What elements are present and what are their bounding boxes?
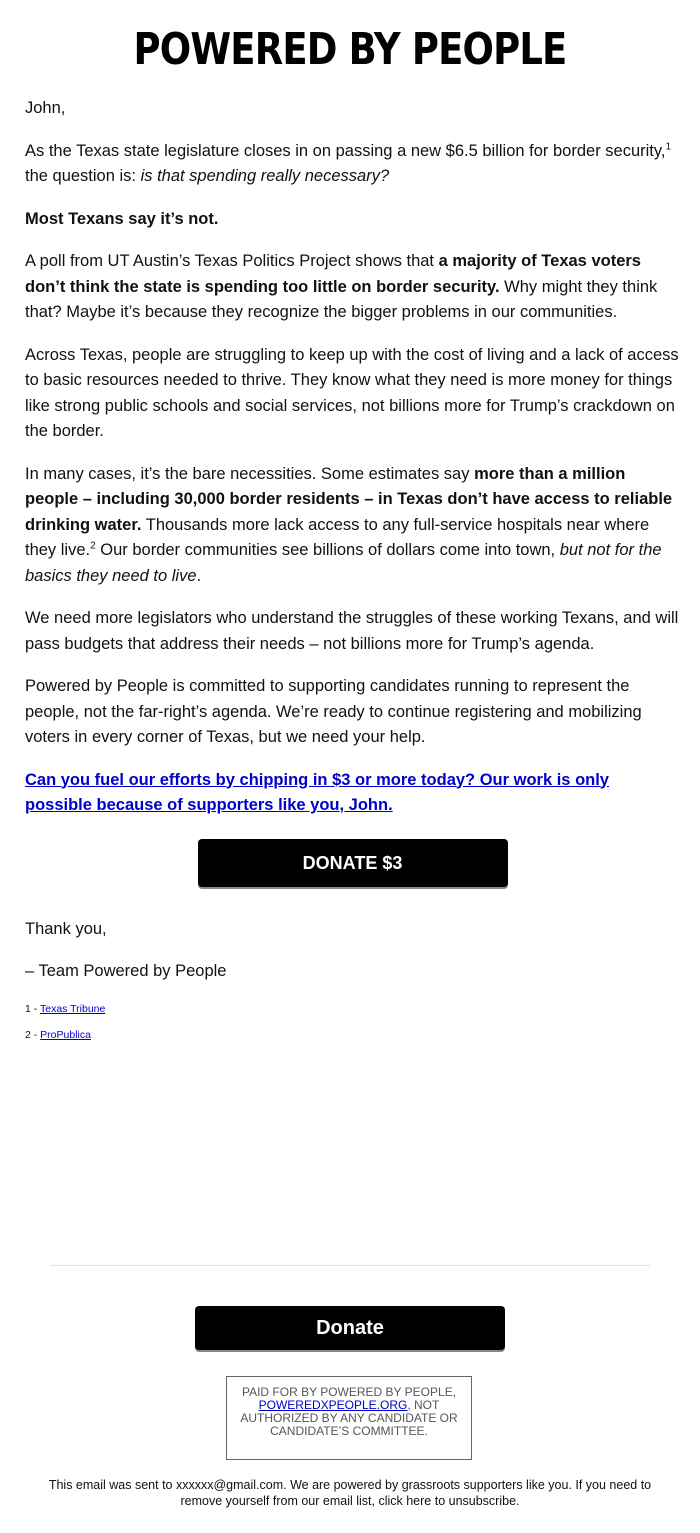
- paragraph-5-text: In many cases, it’s the bare necessities. Some estimates say: [25, 464, 475, 483]
- footnote-2: [25, 1028, 680, 1042]
- greeting: John,: [25, 99, 66, 117]
- paragraph-5-text-c: Our border communities see billions of dollars come into town,: [95, 541, 560, 559]
- paragraph-1-text: As the Texas state legislature closes in on passing a new $6.5 billion for border security,: [25, 141, 666, 160]
- paragraph-7: Powered by People is committed to supporting candidates running to represent the people, not the far-right’s agenda. We’re ready to continue registering and mobilizing voters in every corner of Texas, but we need your help.: [25, 677, 642, 746]
- cta-paragraph: [25, 768, 680, 819]
- paragraph-5-italic: but not for the basics they need to live: [25, 541, 662, 585]
- paragraph-3: [25, 249, 680, 326]
- paragraph-3-bold: a majority of Texas voters don’t think the state is spending too little on border security.: [25, 252, 641, 296]
- paragraph-1-text-b: the question is:: [25, 167, 141, 185]
- footnote-2-link[interactable]: ProPublica: [40, 1028, 91, 1041]
- paragraph-1-italic: is that spending really necessary?: [140, 167, 390, 185]
- paragraph-5-bold: more than a million people – including 30,000 border residents – in Texas don’t have access to reliable drinking water.: [25, 464, 673, 534]
- paragraph-2: [25, 207, 680, 233]
- unsubscribe-notice: This email was sent to xxxxxx@gmail.com. We are powered by grassroots supporters like you. If you need to remove yourself from our email list, click here to unsubscribe.: [48, 1478, 652, 1508]
- footnote-ref-2: 2: [90, 540, 96, 552]
- website-link[interactable]: POWEREDXPEOPLE.ORG: [258, 1398, 408, 1412]
- email-body: [25, 96, 680, 1054]
- paid-for-disclaimer: [226, 1376, 472, 1460]
- paragraph-1: [25, 139, 680, 190]
- closing: Thank you,: [25, 919, 107, 938]
- footer-donate-button[interactable]: Donate: [195, 1306, 505, 1350]
- cta-donate-link[interactable]: Can you fuel our efforts by chipping in $3 or more today? Our work is only possible because of supporters like you, John.: [25, 770, 609, 814]
- paragraph-5-text-d: .: [196, 566, 202, 585]
- paragraph-3-text-b: Why might they think that? Maybe it’s because they recognize the bigger problems in our communities.: [25, 277, 658, 321]
- footnote-ref-1: 1: [665, 141, 672, 152]
- logo-wordmark: POWERED BY PEOPLE: [133, 24, 567, 75]
- footnote-1-number: 1 -: [25, 1002, 40, 1015]
- footnote-1: [25, 1002, 680, 1016]
- paragraph-5: [25, 462, 680, 590]
- paragraph-6: We need more legislators who understand the struggles of these working Texans, and will pass budgets that address their needs – not billions more for Trump’s agenda.: [25, 609, 679, 653]
- footer-divider: [50, 1265, 650, 1266]
- footnote-1-link[interactable]: Texas Tribune: [39, 1002, 106, 1015]
- footnote-2-number: 2 -: [25, 1028, 41, 1041]
- paid-for-text-b: , NOT AUTHORIZED BY ANY CANDIDATE OR CANDIDATE’S COMMITTEE.: [240, 1398, 458, 1438]
- paragraph-3-text: A poll from UT Austin’s Texas Politics Project shows that: [25, 252, 439, 270]
- paid-for-text: PAID FOR BY POWERED BY PEOPLE,: [241, 1385, 457, 1399]
- signature: – Team Powered by People: [25, 962, 227, 980]
- paragraph-2-bold: Most Texans say it’s not.: [25, 209, 219, 228]
- paragraph-4: Across Texas, people are struggling to keep up with the cost of living and a lack of access to basic resources needed to thrive. They know what they need is more money for things like strong public schools and social services, not billions more for Trump’s crackdown on the border.: [25, 345, 679, 440]
- paragraph-5-text-b: Thousands more lack access to any full-service hospitals near where they live.: [25, 515, 650, 559]
- donate-3-button[interactable]: DONATE $3: [198, 839, 508, 887]
